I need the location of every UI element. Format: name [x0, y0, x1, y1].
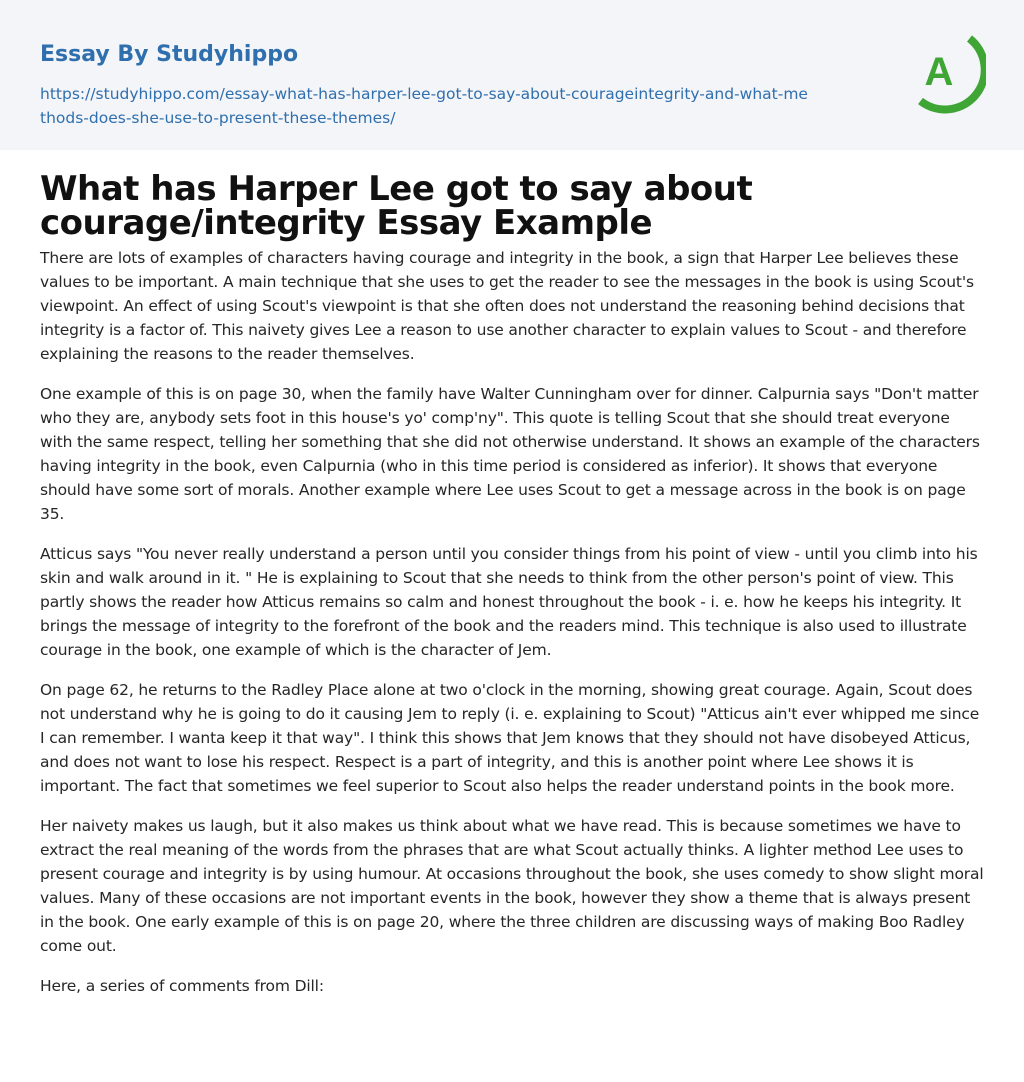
- paragraph: Here, a series of comments from Dill:: [40, 977, 324, 995]
- paragraph: One example of this is on page 30, when the family have Walter Cunningham over for dinner. Calpurnia says "Don't matter who they are, anybody sets foot in this house's yo' comp'ny". This quote is telling Scout that she should treat everyone with the same respect, telling her something that she did not otherwise understand. It shows an example of the characters having integrity in the book, even Calpurnia (who in this time period is considered as inferior). It shows that everyone should have some sort of morals. Another example where Lee uses Scout to get a message across in the book is on page 35.: [40, 385, 980, 523]
- paragraph: Atticus says "You never really understand a person until you consider things from his point of view - until you climb into his skin and walk around in it. " He is explaining to Scout that she needs to think from the other person's point of view. This partly shows the reader how Atticus remains so calm and honest throughout the book - i. e. how he keeps his integrity. It brings the message of integrity to the forefront of the book and the readers mind. This technique is also used to illustrate courage in the book, one example of which is the character of Jem.: [40, 545, 978, 659]
- paragraph: There are lots of examples of characters having courage and integrity in the book, a sign that Harper Lee believes these values to be important. A main technique that she uses to get the reader to see the messages in the book is using Scout's viewpoint. An effect of using Scout's viewpoint is that she often does not understand the reasoning behind decisions that integrity is a factor of. This naivety gives Lee a reason to use another character to explain values to Scout - and therefore explaining the reasons to the reader themselves.: [40, 249, 974, 363]
- studyhippo-logo-icon[interactable]: [912, 30, 986, 114]
- site-header: [0, 0, 1024, 150]
- paragraph: Her naivety makes us laugh, but it also makes us think about what we have read. This is because sometimes we have to extract the real meaning of the words from the phrases that are what Scout actually thinks. A lighter method Lee uses to present courage and integrity is by using humour. At occasions throughout the book, she uses comedy to show slight moral values. Many of these occasions are not important events in the book, however they show a theme that is always present in the book. One early example of this is on page 20, where the three children are discussing ways of making Boo Radley come out.: [40, 817, 984, 955]
- article: [0, 169, 1024, 998]
- site-title[interactable]: Essay By Studyhippo: [40, 42, 299, 67]
- paragraph: On page 62, he returns to the Radley Place alone at two o'clock in the morning, showing great courage. Again, Scout does not understand why he is going to do it causing Jem to reply (i. e. explaining to Scout) "Atticus ain't ever whipped me since I can remember. I wanta keep it that way". I think this shows that Jem knows that they should not have disobeyed Atticus, and does not want to lose his respect. Respect is a part of integrity, and this is another point where Lee shows it is important. The fact that sometimes we feel superior to Scout also helps the reader understand points in the book more.: [40, 681, 980, 795]
- logo-letter: A: [924, 50, 954, 94]
- essay-url-link[interactable]: https://studyhippo.com/essay-what-has-harper-lee-got-to-say-about-courageintegrity-and-what-methods-does-she-use-to-present-these-themes/: [40, 85, 808, 127]
- page-title: What has Harper Lee got to say about courage/integrity Essay Example: [40, 169, 753, 243]
